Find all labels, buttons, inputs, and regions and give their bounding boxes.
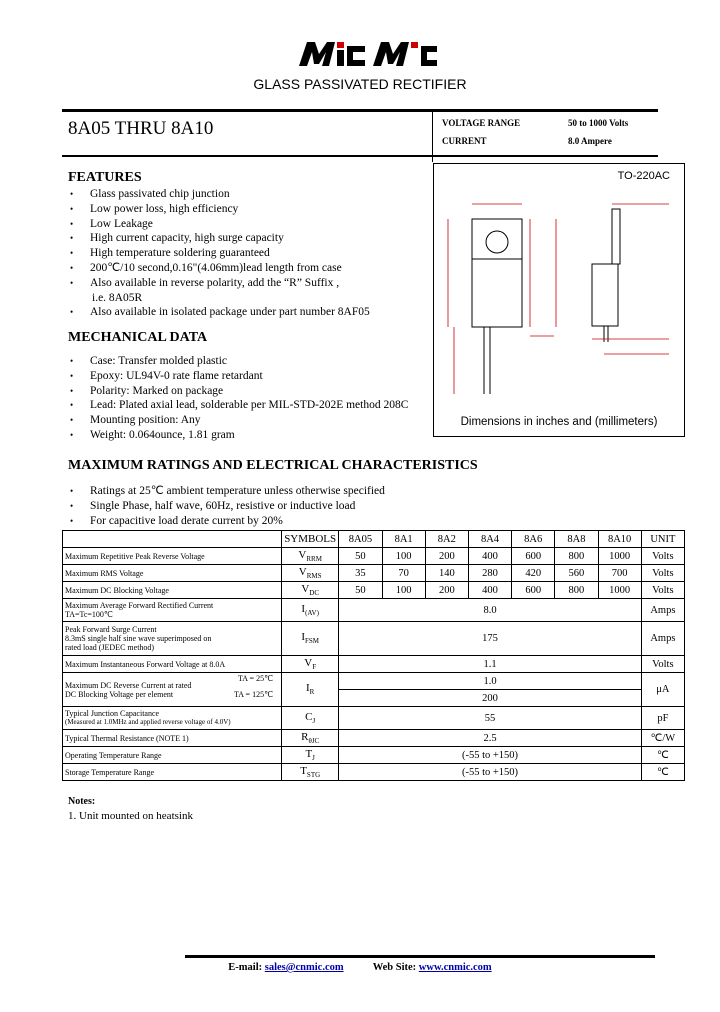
value-cell: 700 (598, 565, 641, 582)
header-cell: 8A05 (339, 531, 382, 548)
current-value: 8.0 Ampere (568, 136, 612, 146)
symbol: T (300, 764, 307, 777)
condition-ta125: TA = 125℃ (233, 690, 274, 699)
mechanical-item: • Epoxy: UL94V-0 rate flame retardant (70, 369, 408, 384)
feature-item: • Also available in reverse polarity, add the “R” Suffix , (70, 276, 370, 291)
feature-item: i.e. 8A05R (92, 291, 143, 304)
value-cell: 200 (339, 690, 641, 707)
header-cell: 8A2 (425, 531, 468, 548)
mechanical-item: • Mounting position: Any (70, 413, 408, 428)
param-line: Maximum Average Forward Rectified Current (65, 601, 214, 610)
table-header-row (63, 531, 685, 548)
symbol-sub: (AV) (305, 609, 319, 618)
param-cell (63, 673, 282, 707)
table-row (63, 730, 685, 747)
symbol-sub: FSM (305, 637, 320, 646)
symbol-cell (282, 582, 339, 599)
value-cell: 560 (555, 565, 598, 582)
unit-cell: ℃ (641, 764, 684, 781)
param-line: TA=Tc=100℃ (65, 610, 113, 619)
mechanical-item: • Weight: 0.064ounce, 1.81 gram (70, 428, 408, 443)
voltage-range-value: 50 to 1000 Volts (568, 118, 629, 128)
table-row (63, 565, 685, 582)
value-cell: 35 (339, 565, 382, 582)
value-cell: 800 (555, 548, 598, 565)
unit-cell: Volts (641, 565, 684, 582)
symbol-sub: RRM (306, 555, 322, 564)
header-cell: 8A6 (512, 531, 555, 548)
header-cell: UNIT (641, 531, 684, 548)
package-name: TO-220AC (617, 170, 670, 182)
value-cell: 600 (512, 582, 555, 599)
symbol: V (298, 548, 307, 561)
value-cell: 200 (425, 548, 468, 565)
symbol-sub: F (312, 663, 317, 672)
unit-cell: Amps (641, 622, 684, 656)
part-number-title: 8A05 THRU 8A10 (68, 118, 214, 139)
condition-item: • Ratings at 25℃ ambient temperature unless otherwise specified (70, 484, 385, 499)
symbol: R (301, 730, 309, 743)
symbol-sub: J (312, 717, 316, 726)
symbol: I (301, 602, 306, 615)
unit-cell: ℃/W (641, 730, 684, 747)
value-cell: 100 (382, 548, 425, 565)
symbol: C (305, 710, 313, 723)
symbol-cell (282, 707, 339, 730)
mic-logo (297, 40, 439, 68)
symbol-sub: θJC (308, 737, 320, 746)
header-blank (63, 531, 282, 548)
current-label: CURRENT (442, 136, 487, 146)
document-subtitle: GLASS PASSIVATED RECTIFIER (253, 76, 467, 92)
table-row (63, 599, 685, 622)
symbol: V (301, 582, 310, 595)
param-line: Maximum DC Reverse Current at rated (65, 680, 192, 690)
notes-heading: Notes: (68, 796, 96, 807)
param-cell: Maximum DC Blocking Voltage (63, 582, 282, 599)
value-cell: 400 (468, 548, 511, 565)
mechanical-item: • Case: Transfer molded plastic (70, 354, 408, 369)
package-outline-drawing (434, 164, 684, 404)
symbol-cell (282, 565, 339, 582)
symbol: I (301, 631, 305, 644)
unit-cell: ℃ (641, 747, 684, 764)
value-cell: 50 (339, 582, 382, 599)
voltage-range-label: VOLTAGE RANGE (442, 118, 521, 128)
param-cell (63, 622, 282, 656)
param-cell (63, 599, 282, 622)
table-row (63, 764, 685, 781)
param-line: DC Blocking Voltage per element (65, 689, 174, 699)
header-cell: 8A8 (555, 531, 598, 548)
feature-item: • Low Leakage (70, 217, 370, 232)
value-cell: 1.1 (339, 656, 641, 673)
feature-item: • Low power loss, high efficiency (70, 202, 370, 217)
value-cell: 8.0 (339, 599, 641, 622)
unit-cell: Volts (641, 548, 684, 565)
mechanical-item: • Polarity: Marked on package (70, 384, 408, 399)
param-cell: Storage Temperature Range (63, 764, 282, 781)
value-cell: 1000 (598, 548, 641, 565)
table-row (63, 622, 685, 656)
ratings-heading: MAXIMUM RATINGS AND ELECTRICAL CHARACTERISTICS (68, 458, 478, 473)
value-cell: 55 (339, 707, 641, 730)
header-cell: 8A1 (382, 531, 425, 548)
symbol-cell (282, 622, 339, 656)
param-cell: Typical Thermal Resistance (NOTE 1) (63, 730, 282, 747)
email-label: E-mail: (228, 962, 263, 973)
ratings-table (62, 530, 685, 781)
website-link[interactable]: www.cnmic.com (418, 962, 492, 973)
param-cell: Maximum Instantaneous Forward Voltage at 8.0A (63, 656, 282, 673)
unit-cell: pF (641, 707, 684, 730)
value-cell: 1000 (598, 582, 641, 599)
value-cell: 800 (555, 582, 598, 599)
mechanical-item: • Lead: Plated axial lead, solderable per MIL-STD-202E method 208C (70, 398, 408, 413)
value-cell: (-55 to +150) (339, 747, 641, 764)
value-cell: 175 (339, 622, 641, 656)
unit-cell: Amps (641, 599, 684, 622)
table-row (63, 656, 685, 673)
value-cell: 2.5 (339, 730, 641, 747)
table-row (63, 582, 685, 599)
mechanical-heading: MECHANICAL DATA (68, 330, 208, 345)
symbol-sub: J (312, 754, 315, 763)
symbol-cell (282, 764, 339, 781)
package-diagram (433, 163, 685, 437)
value-cell: 100 (382, 582, 425, 599)
param-line: (Measured at 1.0MHz and applied reverse voltage of 4.0V) (65, 718, 231, 726)
value-cell: 70 (382, 565, 425, 582)
spec-rule (62, 155, 658, 157)
condition-item: • For capacitive load derate current by 20% (70, 514, 385, 529)
symbol: V (298, 565, 307, 578)
unit-cell: μA (641, 673, 684, 707)
symbol-cell (282, 548, 339, 565)
symbol-cell (282, 747, 339, 764)
table-row (63, 548, 685, 565)
header-cell: SYMBOLS (282, 531, 339, 548)
value-cell: 280 (468, 565, 511, 582)
table-row (63, 747, 685, 764)
value-cell: 600 (512, 548, 555, 565)
feature-item: • 200℃/10 second,0.16"(4.06mm)lead length from case (70, 261, 370, 276)
header-rule (62, 109, 658, 112)
unit-cell: Volts (641, 656, 684, 673)
email-link[interactable]: sales@cnmic.com (264, 962, 344, 973)
symbol-sub: R (309, 688, 315, 697)
feature-item: • Also available in isolated package under part number 8AF05 (70, 305, 370, 320)
symbol-cell (282, 599, 339, 622)
table-row (63, 707, 685, 730)
website-label: Web Site: (372, 962, 417, 973)
param-cell: Maximum RMS Voltage (63, 565, 282, 582)
features-heading: FEATURES (68, 170, 142, 185)
header-cell: 8A4 (468, 531, 511, 548)
param-line: Typical Junction Capacitance (65, 709, 160, 718)
symbol-cell (282, 656, 339, 673)
symbol-sub: RMS (306, 572, 322, 581)
symbol-sub: DC (309, 589, 320, 598)
unit-cell: Volts (641, 582, 684, 599)
param-cell: Operating Temperature Range (63, 747, 282, 764)
value-cell: 50 (339, 548, 382, 565)
feature-item: • High temperature soldering guaranteed (70, 246, 370, 261)
value-cell: 400 (468, 582, 511, 599)
param-cell (63, 707, 282, 730)
value-cell: 200 (425, 582, 468, 599)
value-cell: 1.0 (339, 673, 641, 690)
symbol: T (305, 747, 313, 760)
diagram-caption: Dimensions in inches and (millimeters) (460, 416, 658, 428)
param-line: Peak Forward Surge Current (65, 625, 157, 634)
symbol: V (304, 656, 313, 669)
param-line: rated load (JEDEC method) (65, 643, 155, 652)
value-cell: 420 (512, 565, 555, 582)
feature-item: • Glass passivated chip junction (70, 187, 370, 202)
value-cell: (-55 to +150) (339, 764, 641, 781)
param-line: 8.3mS single half sine wave superimposed on (65, 634, 212, 643)
features-list (70, 187, 370, 320)
header-cell: 8A10 (598, 531, 641, 548)
symbol-cell (282, 730, 339, 747)
note-item: 1. Unit mounted on heatsink (68, 810, 193, 822)
mechanical-list (70, 354, 408, 443)
param-cell: Maximum Repetitive Peak Reverse Voltage (63, 548, 282, 565)
symbol: I (306, 682, 310, 695)
feature-item: • High current capacity, high surge capacity (70, 231, 370, 246)
symbol-cell (282, 673, 339, 707)
value-cell: 140 (425, 565, 468, 582)
condition-ta25: TA = 25℃ (237, 674, 274, 683)
ratings-conditions (70, 484, 385, 528)
symbol-sub: STG (306, 771, 321, 780)
condition-item: • Single Phase, half wave, 60Hz, resistive or inductive load (70, 499, 385, 514)
table-row (63, 673, 685, 690)
footer-rule (185, 955, 655, 958)
footer (0, 962, 720, 973)
